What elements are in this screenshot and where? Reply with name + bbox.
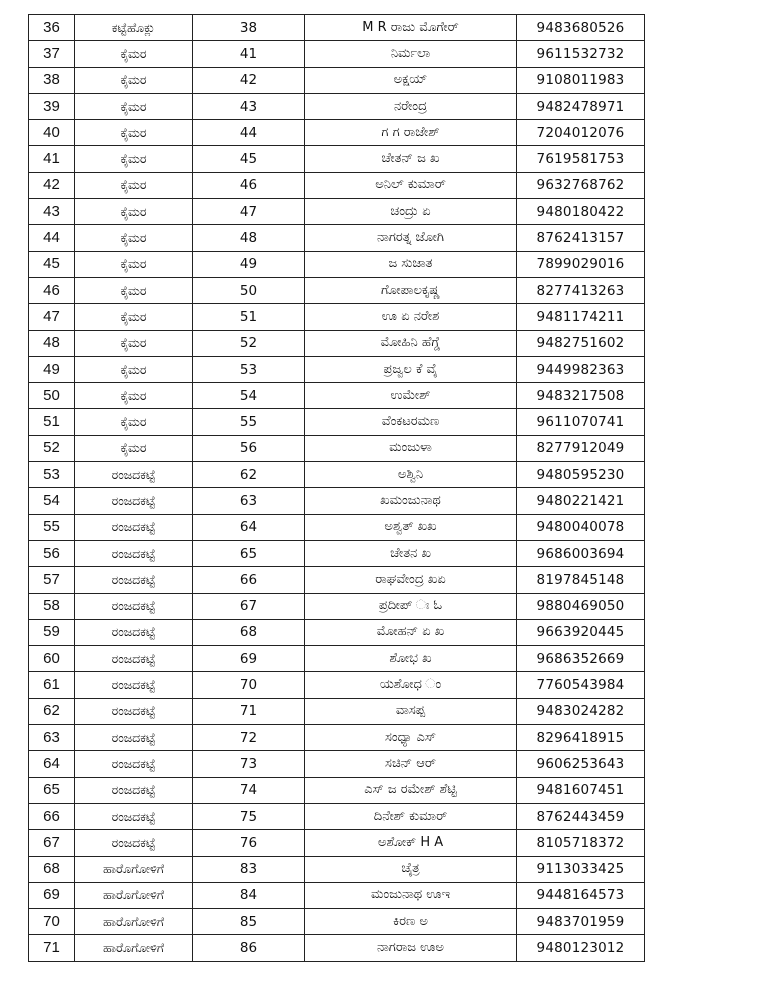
phone-cell: 9481174211 [517, 304, 645, 330]
serial-number-cell: 48 [29, 330, 75, 356]
phone-cell: 8197845148 [517, 567, 645, 593]
table-row [29, 725, 645, 751]
member-number-cell: 41 [193, 41, 305, 67]
member-number-cell: 47 [193, 199, 305, 225]
table-row [29, 909, 645, 935]
table-row [29, 356, 645, 382]
name-cell: ಚಂದ್ರು ಏ [305, 199, 517, 225]
table-row [29, 93, 645, 119]
member-number-cell: 63 [193, 488, 305, 514]
phone-cell: 9449982363 [517, 356, 645, 382]
member-number-cell: 83 [193, 856, 305, 882]
serial-number-cell: 61 [29, 672, 75, 698]
member-number-cell: 85 [193, 909, 305, 935]
phone-cell: 7204012076 [517, 120, 645, 146]
name-cell: ಗೋಪಾಲಕೃಷ್ಣ [305, 277, 517, 303]
table-row [29, 882, 645, 908]
village-cell: ರಂಜದಕಟ್ಟೆ [75, 803, 193, 829]
serial-number-cell: 49 [29, 356, 75, 382]
name-cell: ಅನಿಲ್ ಕುಮಾರ್ [305, 172, 517, 198]
phone-cell: 9482751602 [517, 330, 645, 356]
name-cell: ನಾಗರತ್ನ ಜೋಗಿ [305, 225, 517, 251]
phone-cell: 8277912049 [517, 435, 645, 461]
table-row [29, 830, 645, 856]
name-cell: ನಿರ್ಮಲಾ [305, 41, 517, 67]
village-cell: ಕೈಮರ [75, 330, 193, 356]
village-cell: ರಂಜದಕಟ್ಟೆ [75, 646, 193, 672]
village-cell: ಕೈಮರ [75, 277, 193, 303]
village-cell: ಕೈಮರ [75, 41, 193, 67]
name-cell: ಶೋಭ ಖ [305, 646, 517, 672]
village-cell: ಕೈಮರ [75, 93, 193, 119]
village-cell: ಕೈಮರ [75, 120, 193, 146]
village-cell: ರಂಜದಕಟ್ಟೆ [75, 567, 193, 593]
phone-cell: 9611532732 [517, 41, 645, 67]
village-cell: ಕೈಮರ [75, 251, 193, 277]
phone-cell: 7760543984 [517, 672, 645, 698]
phone-cell: 9481607451 [517, 777, 645, 803]
village-cell: ಕೈಮರ [75, 356, 193, 382]
member-number-cell: 66 [193, 567, 305, 593]
name-cell: ಅಶ್ವಿನಿ [305, 462, 517, 488]
village-cell: ರಂಜದಕಟ್ಟೆ [75, 672, 193, 698]
serial-number-cell: 69 [29, 882, 75, 908]
serial-number-cell: 66 [29, 803, 75, 829]
table-row [29, 488, 645, 514]
name-cell: ನರೇಂದ್ರ [305, 93, 517, 119]
table-row [29, 199, 645, 225]
serial-number-cell: 64 [29, 751, 75, 777]
phone-cell: 8762443459 [517, 803, 645, 829]
name-cell: ನಾಗರಾಜ ಊಅ [305, 935, 517, 961]
table-row [29, 330, 645, 356]
serial-number-cell: 56 [29, 540, 75, 566]
serial-number-cell: 39 [29, 93, 75, 119]
phone-cell: 9480180422 [517, 199, 645, 225]
name-cell: ಜ ಸುಜಾತ [305, 251, 517, 277]
serial-number-cell: 55 [29, 514, 75, 540]
name-cell: ದಿನೇಶ್ ಕುಮಾರ್ [305, 803, 517, 829]
phone-cell: 9480221421 [517, 488, 645, 514]
village-cell: ರಂಜದಕಟ್ಟೆ [75, 777, 193, 803]
serial-number-cell: 38 [29, 67, 75, 93]
phone-cell: 9480595230 [517, 462, 645, 488]
phone-cell: 9606253643 [517, 751, 645, 777]
serial-number-cell: 46 [29, 277, 75, 303]
name-cell: ಸಂಧ್ಯಾ ಎಸ್ [305, 725, 517, 751]
name-cell: ಅಕ್ಷಯ್ [305, 67, 517, 93]
member-number-cell: 42 [193, 67, 305, 93]
table-row [29, 646, 645, 672]
phone-cell: 9632768762 [517, 172, 645, 198]
table-row [29, 146, 645, 172]
member-number-cell: 67 [193, 593, 305, 619]
table-row [29, 567, 645, 593]
member-number-cell: 75 [193, 803, 305, 829]
village-cell: ಹಾರೊಗೋಳಿಗೆ [75, 935, 193, 961]
village-cell: ರಂಜದಕಟ್ಟೆ [75, 751, 193, 777]
serial-number-cell: 44 [29, 225, 75, 251]
member-number-cell: 70 [193, 672, 305, 698]
village-cell: ಕೈಮರ [75, 435, 193, 461]
serial-number-cell: 63 [29, 725, 75, 751]
member-number-cell: 43 [193, 93, 305, 119]
village-cell: ರಂಜದಕಟ್ಟೆ [75, 619, 193, 645]
village-cell: ರಂಜದಕಟ್ಟೆ [75, 514, 193, 540]
table-row [29, 409, 645, 435]
table-row [29, 41, 645, 67]
data-table [28, 14, 645, 962]
serial-number-cell: 41 [29, 146, 75, 172]
member-number-cell: 86 [193, 935, 305, 961]
table-row [29, 751, 645, 777]
name-cell: ಮೋಹನ್ ಏ ಖ [305, 619, 517, 645]
table-row [29, 225, 645, 251]
serial-number-cell: 65 [29, 777, 75, 803]
name-cell: ಅಶೋಕ್ H A [305, 830, 517, 856]
name-cell: ಮಂಜುನಾಥ ಊಇ [305, 882, 517, 908]
member-number-cell: 71 [193, 698, 305, 724]
phone-cell: 9483701959 [517, 909, 645, 935]
member-number-cell: 50 [193, 277, 305, 303]
member-number-cell: 45 [193, 146, 305, 172]
table-row [29, 540, 645, 566]
serial-number-cell: 62 [29, 698, 75, 724]
table-body [29, 15, 645, 962]
phone-cell: 8762413157 [517, 225, 645, 251]
member-number-cell: 72 [193, 725, 305, 751]
phone-cell: 9483680526 [517, 15, 645, 41]
phone-cell: 7619581753 [517, 146, 645, 172]
table-row [29, 856, 645, 882]
name-cell: ಉಮೇಶ್ [305, 383, 517, 409]
table-row [29, 935, 645, 961]
serial-number-cell: 36 [29, 15, 75, 41]
serial-number-cell: 42 [29, 172, 75, 198]
village-cell: ರಂಜದಕಟ್ಟೆ [75, 725, 193, 751]
village-cell: ರಂಜದಕಟ್ಟೆ [75, 462, 193, 488]
phone-cell: 9480123012 [517, 935, 645, 961]
village-cell: ಹಾರೊಗೋಳಿಗೆ [75, 882, 193, 908]
member-number-cell: 52 [193, 330, 305, 356]
table-row [29, 462, 645, 488]
member-number-cell: 44 [193, 120, 305, 146]
name-cell: ಚೇತನ್ ಜ ಖ [305, 146, 517, 172]
village-cell: ಕೈಮರ [75, 409, 193, 435]
village-cell: ರಂಜದಕಟ್ಟೆ [75, 830, 193, 856]
table-row [29, 15, 645, 41]
serial-number-cell: 51 [29, 409, 75, 435]
village-cell: ಕೈಮರ [75, 383, 193, 409]
serial-number-cell: 68 [29, 856, 75, 882]
name-cell: ಸಚಿನ್ ಆರ್ [305, 751, 517, 777]
village-cell: ರಂಜದಕಟ್ಟೆ [75, 540, 193, 566]
phone-cell: 9611070741 [517, 409, 645, 435]
table-row [29, 698, 645, 724]
table-row [29, 277, 645, 303]
village-cell: ಕೈಮರ [75, 67, 193, 93]
name-cell: ಪ್ರಜ್ವಲ ಕೆ ವೈ [305, 356, 517, 382]
member-number-cell: 54 [193, 383, 305, 409]
serial-number-cell: 50 [29, 383, 75, 409]
phone-cell: 9483217508 [517, 383, 645, 409]
serial-number-cell: 40 [29, 120, 75, 146]
table-row [29, 514, 645, 540]
village-cell: ರಂಜದಕಟ್ಟೆ [75, 698, 193, 724]
phone-cell: 9448164573 [517, 882, 645, 908]
table-row [29, 120, 645, 146]
name-cell: ಖಮಂಜುನಾಥ [305, 488, 517, 514]
name-cell: ವೆಂಕಟರಮಣ [305, 409, 517, 435]
serial-number-cell: 71 [29, 935, 75, 961]
name-cell: ಚೈತ್ರ [305, 856, 517, 882]
village-cell: ರಂಜದಕಟ್ಟೆ [75, 593, 193, 619]
phone-cell: 8277413263 [517, 277, 645, 303]
member-number-cell: 68 [193, 619, 305, 645]
serial-number-cell: 67 [29, 830, 75, 856]
serial-number-cell: 70 [29, 909, 75, 935]
name-cell: ಮೋಹಿನಿ ಹೆಗ್ಡೆ [305, 330, 517, 356]
name-cell: ಅಶ್ವತ್ ಖಖ [305, 514, 517, 540]
village-cell: ಕೈಮರ [75, 199, 193, 225]
member-number-cell: 55 [193, 409, 305, 435]
table-row [29, 593, 645, 619]
village-cell: ರಂಜದಕಟ್ಟೆ [75, 488, 193, 514]
village-cell: ಹಾರೊಗೋಳಿಗೆ [75, 909, 193, 935]
name-cell: M R ರಾಜು ಮೊಗೇರ್ [305, 15, 517, 41]
phone-cell: 9483024282 [517, 698, 645, 724]
member-number-cell: 46 [193, 172, 305, 198]
serial-number-cell: 37 [29, 41, 75, 67]
serial-number-cell: 59 [29, 619, 75, 645]
table-row [29, 435, 645, 461]
member-number-cell: 73 [193, 751, 305, 777]
phone-cell: 8105718372 [517, 830, 645, 856]
table-row [29, 383, 645, 409]
serial-number-cell: 52 [29, 435, 75, 461]
serial-number-cell: 43 [29, 199, 75, 225]
village-cell: ಕೈಮರ [75, 146, 193, 172]
phone-cell: 9113033425 [517, 856, 645, 882]
table-row [29, 672, 645, 698]
phone-cell: 9880469050 [517, 593, 645, 619]
village-cell: ಹಾರೊಗೋಳಿಗೆ [75, 856, 193, 882]
serial-number-cell: 47 [29, 304, 75, 330]
serial-number-cell: 57 [29, 567, 75, 593]
serial-number-cell: 54 [29, 488, 75, 514]
name-cell: ವಾಸಪ್ಪ [305, 698, 517, 724]
village-cell: ಕೈಮರ [75, 172, 193, 198]
member-number-cell: 48 [193, 225, 305, 251]
member-number-cell: 51 [193, 304, 305, 330]
serial-number-cell: 58 [29, 593, 75, 619]
phone-cell: 7899029016 [517, 251, 645, 277]
member-number-cell: 62 [193, 462, 305, 488]
name-cell: ಊ ಏ ನರೇಶ [305, 304, 517, 330]
phone-cell: 9686003694 [517, 540, 645, 566]
member-number-cell: 53 [193, 356, 305, 382]
member-number-cell: 65 [193, 540, 305, 566]
name-cell: ಎಸ್ ಜ ರಮೇಶ್ ಶೆಟ್ಟಿ [305, 777, 517, 803]
village-cell: ಕೈಮರ [75, 304, 193, 330]
member-number-cell: 76 [193, 830, 305, 856]
serial-number-cell: 60 [29, 646, 75, 672]
member-number-cell: 64 [193, 514, 305, 540]
member-number-cell: 49 [193, 251, 305, 277]
member-number-cell: 84 [193, 882, 305, 908]
serial-number-cell: 53 [29, 462, 75, 488]
table-row [29, 803, 645, 829]
member-number-cell: 38 [193, 15, 305, 41]
name-cell: ಕಿರಣ ಅ [305, 909, 517, 935]
village-cell: ಕಟ್ಟೆಹೊಕ್ಲು [75, 15, 193, 41]
table-row [29, 304, 645, 330]
name-cell: ಪ್ರದೀಪ್ ಃ ಓ [305, 593, 517, 619]
village-cell: ಕೈಮರ [75, 225, 193, 251]
member-number-cell: 56 [193, 435, 305, 461]
phone-cell: 9482478971 [517, 93, 645, 119]
serial-number-cell: 45 [29, 251, 75, 277]
name-cell: ಯಶೋಧ ಂ [305, 672, 517, 698]
phone-cell: 9108011983 [517, 67, 645, 93]
table-row [29, 67, 645, 93]
name-cell: ಮಂಜುಳಾ [305, 435, 517, 461]
name-cell: ರಾಘವೇಂದ್ರ ಖಏ [305, 567, 517, 593]
phone-cell: 9686352669 [517, 646, 645, 672]
member-number-cell: 74 [193, 777, 305, 803]
table-row [29, 172, 645, 198]
table-row [29, 777, 645, 803]
phone-cell: 8296418915 [517, 725, 645, 751]
member-number-cell: 69 [193, 646, 305, 672]
table-row [29, 619, 645, 645]
table-row [29, 251, 645, 277]
name-cell: ಚೇತನ ಖ [305, 540, 517, 566]
phone-cell: 9480040078 [517, 514, 645, 540]
name-cell: ಗ ಗ ರಾಜೇಶ್ [305, 120, 517, 146]
phone-cell: 9663920445 [517, 619, 645, 645]
